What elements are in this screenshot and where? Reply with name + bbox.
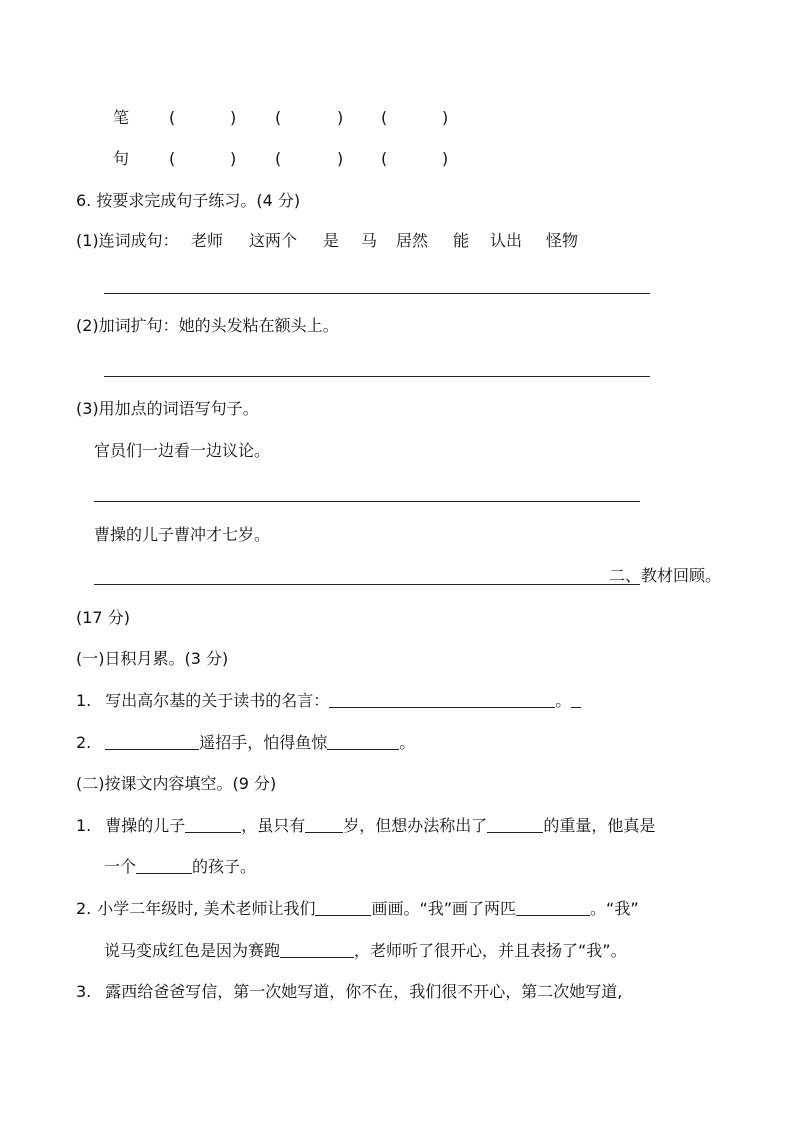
question-text: 小学二年级时, 美术老师让我们 <box>97 899 316 918</box>
paren-open: ( <box>381 149 388 168</box>
paren-open: ( <box>275 149 282 168</box>
question-text: 说马变成红色是因为赛跑 <box>104 941 281 960</box>
paren-open: ( <box>169 149 176 168</box>
paren-close: ) <box>337 149 344 168</box>
q6-heading: 6. 按要求完成句子练习。(4 分) <box>76 191 301 210</box>
q6-part3-sentence: 曹操的儿子曹冲才七岁。 <box>94 525 271 544</box>
fill-blank[interactable] <box>516 899 590 916</box>
part1-heading: (一)日积月累。(3 分) <box>76 649 229 668</box>
answer-line[interactable] <box>104 376 650 377</box>
question-number: 1. <box>76 816 92 835</box>
question-number: 2. <box>76 899 92 918</box>
answer-line[interactable] <box>94 501 640 502</box>
question-text: 画画。“我”画了两匹 <box>371 899 517 918</box>
word: 是 <box>323 231 340 250</box>
word: 马 <box>361 231 378 250</box>
paren-close: ) <box>442 149 449 168</box>
question-number: 2. <box>76 733 92 752</box>
part2-q1-cont <box>104 857 256 877</box>
fill-blank[interactable] <box>280 941 354 958</box>
char-row <box>0 108 794 128</box>
part2-q2 <box>76 899 639 919</box>
question-text: 露西给爸爸写信，第一次她写道，你不在，我们很不开心，第二次她写道, <box>105 982 623 1001</box>
section2-heading: 二、教材回顾。 <box>609 566 722 585</box>
question-text: 曹操的儿子 <box>105 816 186 835</box>
question-text: 岁，但想办法称出了 <box>343 816 488 835</box>
question-text: 。“我” <box>590 899 639 918</box>
paren-open: ( <box>381 108 388 127</box>
question-number: 1. <box>76 691 92 710</box>
section2-points: (17 分) <box>76 608 130 627</box>
paren-close: ) <box>442 108 449 127</box>
fill-blank[interactable] <box>105 733 199 750</box>
char-row <box>0 149 794 169</box>
fill-blank[interactable] <box>327 733 399 750</box>
part2-q3 <box>76 982 622 1002</box>
question-text: ，虽只有 <box>241 816 306 835</box>
q6-part3: (3)用加点的词语写句子。 <box>76 399 259 418</box>
question-text: 的孩子。 <box>192 857 257 876</box>
fill-blank[interactable] <box>329 691 555 708</box>
question-number: 3. <box>76 982 92 1001</box>
part2-q2-cont <box>104 941 627 961</box>
word: 怪物 <box>546 231 579 250</box>
q6-part3-sentence: 官员们一边看一边议论。 <box>94 441 271 460</box>
paren-open: ( <box>275 108 282 127</box>
word: 能 <box>453 231 470 250</box>
paren-close: ) <box>337 108 344 127</box>
part1-q2 <box>76 733 415 753</box>
question-text: ，老师听了很开心，并且表扬了“我”。 <box>354 941 627 960</box>
word: 认出 <box>490 231 523 250</box>
q6-part1 <box>0 231 794 251</box>
row-char: 笔 <box>113 108 130 127</box>
answer-line[interactable] <box>94 584 640 585</box>
question-text: 一个 <box>104 857 137 876</box>
part1-q1 <box>76 691 581 711</box>
q6-part1-label: (1)连词成句： <box>76 231 179 250</box>
fill-blank[interactable] <box>487 816 543 833</box>
answer-line[interactable] <box>104 293 650 294</box>
fill-blank[interactable] <box>136 857 192 874</box>
fill-blank[interactable] <box>305 816 343 833</box>
question-text: 遥招手，怕得鱼惊 <box>199 733 328 752</box>
question-text: 写出高尔基的关于读书的名言： <box>105 691 330 710</box>
part2-q1 <box>76 816 655 836</box>
paren-close: ) <box>230 149 237 168</box>
word: 老师 <box>191 231 224 250</box>
fill-blank[interactable] <box>571 691 581 708</box>
paren-close: ) <box>230 108 237 127</box>
question-end: 。 <box>399 733 416 752</box>
row-char: 句 <box>113 149 130 168</box>
fill-blank[interactable] <box>315 899 371 916</box>
part2-heading: (二)按课文内容填空。(9 分) <box>76 774 277 793</box>
question-end: 。 <box>555 691 572 710</box>
question-text: 的重量，他真是 <box>543 816 656 835</box>
paren-open: ( <box>169 108 176 127</box>
fill-blank[interactable] <box>185 816 241 833</box>
word: 这两个 <box>249 231 298 250</box>
q6-part2: (2)加词扩句：她的头发粘在额头上。 <box>76 316 339 335</box>
word: 居然 <box>396 231 429 250</box>
